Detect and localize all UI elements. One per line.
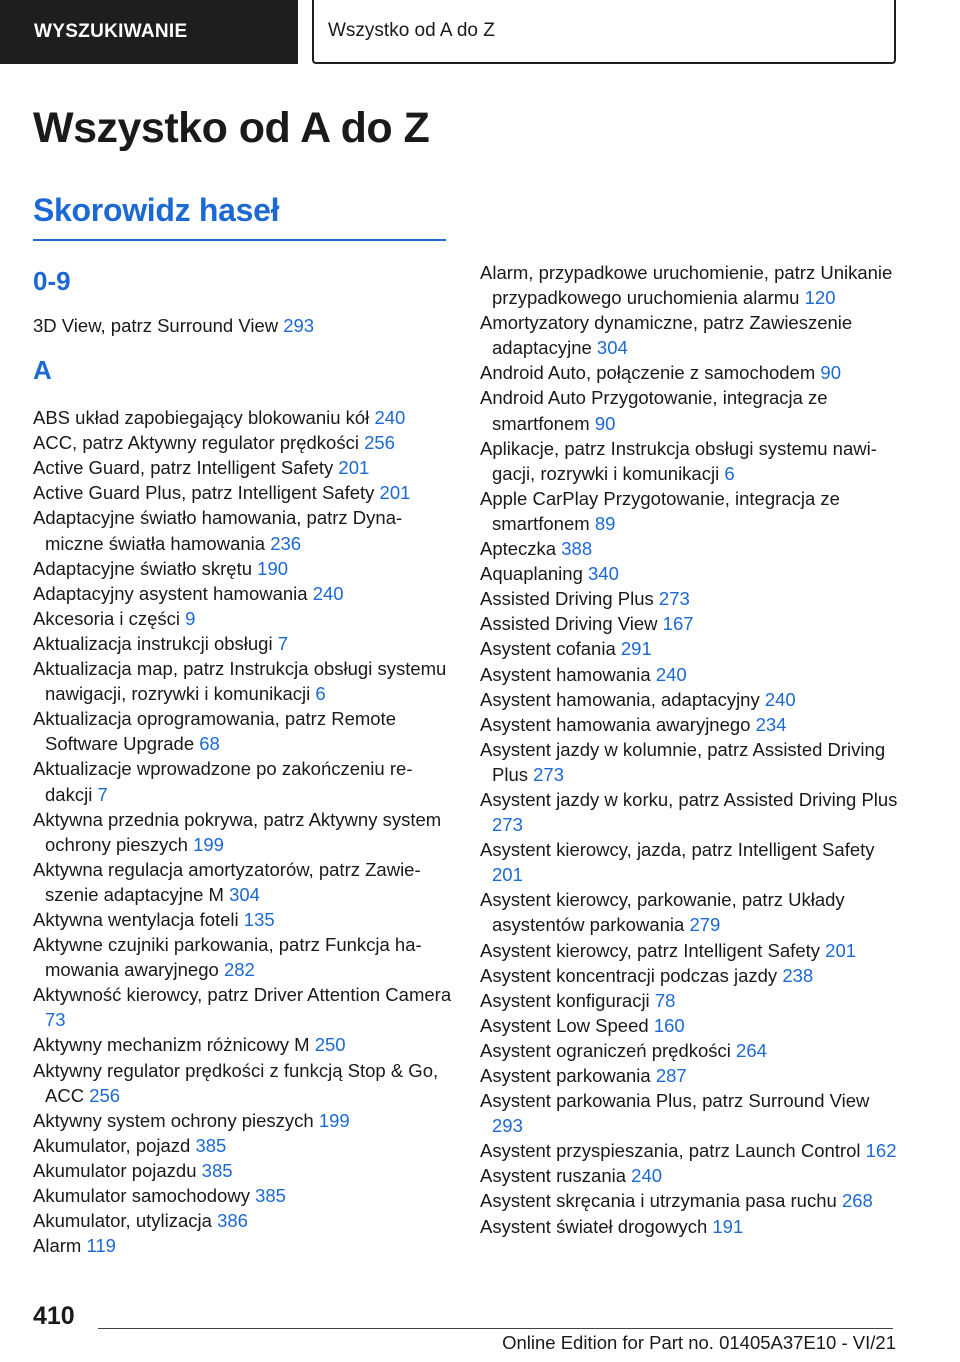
index-entry [480,260,900,310]
page-reference-link[interactable]: 386 [217,1210,248,1232]
index-entry [33,807,453,857]
index-entry-text: Asystent parkowania [480,1065,651,1086]
page-title: Wszystko od A do Z [33,104,430,152]
page-reference-link[interactable]: 7 [277,632,289,654]
index-entry [480,611,900,636]
index-entry [33,756,453,806]
index-entry [33,1158,453,1183]
index-entry [33,907,453,932]
index-entry [33,1233,453,1258]
index-entry-text: Aktywny system ochrony pieszych [33,1109,314,1131]
index-entry-text: 3D View, patrz Surround View [33,315,279,336]
index-entry [480,1214,900,1239]
index-entry-text: Asystent kierowcy, parkowanie, patrz Układy asystentów parkowania [480,889,845,936]
index-entry [33,982,453,1032]
index-entry-text: Aquaplaning [480,563,583,585]
index-entry-text: Aktywne czujniki parkowania, patrz Funkcja hamowania awaryjnego [33,934,422,981]
page-reference-link[interactable]: 268 [841,1190,873,1212]
index-entry-text: ABS układ zapobiegający blokowaniu kół [33,407,370,429]
index-entry [480,1163,900,1188]
index-entry-text: Asystent koncentracji podczas jazdy [480,964,778,986]
index-entry-text: Asystent hamowania, adaptacyjny [480,688,760,710]
index-entry-text: Akumulator samochodowy [33,1185,250,1206]
page-reference-link[interactable]: 264 [736,1039,767,1061]
index-entry [480,988,900,1013]
section-divider [33,239,446,241]
index-entry-text: Asystent przyspieszania, patrz Launch Control [480,1140,861,1162]
page-reference-link[interactable]: 201 [338,457,370,479]
index-entry-text: Android Auto, połączenie z samochodem [480,362,816,384]
page-reference-link[interactable]: 385 [255,1185,286,1206]
index-entry [480,887,900,937]
page-number: 410 [33,1302,75,1330]
page-reference-link[interactable]: 162 [865,1140,897,1162]
index-entry [480,662,900,687]
index-entry [480,963,900,988]
index-entry [480,636,900,661]
page-reference-link[interactable]: 135 [243,908,275,930]
index-entry [33,857,453,907]
index-entry-text: Aktywny regulator prędkości z funkcją Stop & Go, ACC [33,1059,439,1106]
index-entry-text: Amortyzatory dynamiczne, patrz Zawieszenie adaptacyjne [480,312,853,359]
page-reference-link[interactable]: 9 [185,607,196,629]
page-reference-link[interactable]: 273 [533,763,565,785]
index-entry-text: Asystent jazdy w kolumnie, patrz Assisted Driving Plus [480,738,886,785]
page-reference-link[interactable]: 240 [655,663,687,685]
index-entry-text: Asystent kierowcy, jazda, patrz Intelligent Safety [480,839,875,861]
index-entry [480,687,900,712]
index-entry-text: Adaptacyjny asystent hamowania [33,582,308,604]
index-entry-text: Akumulator, utylizacja [33,1210,212,1232]
index-entry-text: Active Guard, patrz Intelligent Safety [33,457,334,479]
index-entry [33,1208,453,1233]
page-reference-link[interactable]: 240 [764,688,796,710]
page-reference-link[interactable]: 160 [653,1014,685,1036]
page-reference-link[interactable]: 6 [724,462,735,484]
index-entry-text: Asystent jazdy w korku, patrz Assisted Driving Plus [480,788,898,810]
page-reference-link[interactable]: 304 [229,883,260,905]
index-group-heading: A [33,355,52,386]
page-reference-link[interactable]: 293 [492,1115,523,1137]
page-reference-link[interactable]: 191 [712,1215,744,1237]
index-column-right [480,260,900,1239]
index-entry [33,556,453,581]
index-entry-text: Asystent Low Speed [480,1014,649,1036]
page-reference-link[interactable]: 240 [312,582,344,604]
page-reference-link[interactable]: 385 [195,1134,227,1156]
page-reference-link[interactable]: 250 [314,1034,346,1056]
index-entry [33,1058,453,1108]
index-entry [480,737,900,787]
page-reference-link[interactable]: 199 [193,833,224,855]
page-reference-link[interactable]: 73 [45,1009,66,1031]
page-reference-link[interactable]: 190 [257,557,289,579]
index-entry-text: Alarm, przypadkowe uruchomienie, patrz Unikanie przypadkowego uruchomienia alarmu [480,262,893,309]
page-reference-link[interactable]: 236 [270,532,302,554]
index-entry [480,486,900,536]
page-reference-link[interactable]: 388 [561,538,593,560]
index-entry-text: Asystent konfiguracji [480,989,650,1011]
page-reference-link[interactable]: 282 [223,959,255,981]
index-entry-text: Adaptacyjne światło skrętu [33,557,253,579]
index-entry [480,1088,900,1138]
index-entry [33,581,453,606]
index-entry [480,1063,900,1088]
page-reference-link[interactable]: 238 [782,964,814,986]
page-reference-link[interactable]: 279 [689,914,721,936]
index-entry-text: Aktywna wentylacja foteli [33,908,239,930]
index-entry [480,712,900,737]
page-reference-link[interactable]: 201 [825,939,857,961]
index-entry [33,1133,453,1158]
index-entry [480,360,900,385]
index-entry [33,505,453,555]
page-reference-link[interactable]: 68 [199,733,220,755]
tab-search[interactable]: WYSZUKIWANIE [0,0,298,64]
index-entry-text: Aktywność kierowcy, patrz Driver Attention Camera [33,984,452,1006]
page-reference-link[interactable]: 256 [364,432,395,454]
tab-a-to-z[interactable]: Wszystko od A do Z [312,0,896,64]
page-reference-link[interactable]: 201 [379,482,411,504]
page-reference-link[interactable]: 340 [588,563,619,585]
index-entry-text: Apteczka [480,538,557,560]
index-entry-text: Assisted Driving View [480,613,658,635]
index-entry-text: Asystent kierowcy, patrz Intelligent Safety [480,939,821,961]
page-reference-link[interactable]: 385 [201,1159,233,1181]
index-entry [33,1108,453,1133]
index-entry-text: Asystent ruszania [480,1165,627,1187]
index-entry-text: Asystent hamowania awaryjnego [480,713,751,735]
page-reference-link[interactable]: 7 [97,783,108,805]
page-reference-link[interactable]: 273 [658,588,690,610]
page-reference-link[interactable]: 89 [594,512,616,534]
index-entry [33,656,453,706]
page-reference-link[interactable]: 240 [374,407,406,429]
index-entry [33,455,453,480]
page-reference-link[interactable]: 6 [315,683,326,705]
page-reference-link[interactable]: 287 [655,1065,687,1086]
index-entry [33,606,453,631]
page-reference-link[interactable]: 201 [492,864,523,886]
section-title: Skorowidz haseł [33,192,280,228]
page-reference-link[interactable]: 120 [804,287,836,309]
index-entry [33,313,453,338]
index-entry [33,480,453,505]
page-reference-link[interactable]: 291 [620,638,652,660]
page-reference-link[interactable]: 167 [662,613,694,635]
index-entry-text: Akumulator pojazdu [33,1159,197,1181]
index-entry-text: Adaptacyjne światło hamowania, patrz Dynamiczne światła hamowania [33,507,403,554]
index-entry [480,938,900,963]
page-reference-link[interactable]: 199 [318,1109,350,1131]
index-entry [480,436,900,486]
index-entry [480,536,900,561]
index-entry-text: Assisted Driving Plus [480,588,654,610]
index-entry-text: Aktualizacje wprowadzone po zakończeniu redakcji [33,758,413,805]
page-reference-link[interactable]: 240 [631,1165,663,1187]
page-reference-link[interactable]: 90 [820,362,841,384]
page-reference-link[interactable]: 256 [89,1084,121,1106]
page-reference-link[interactable]: 78 [654,989,676,1011]
index-entry-text: Asystent skręcania i utrzymania pasa ruchu [480,1190,837,1212]
index-entry [480,1138,900,1163]
index-entry [480,561,900,586]
index-entry-text: Akumulator, pojazd [33,1134,191,1156]
index-entry-text: Asystent ograniczeń prędkości [480,1039,731,1061]
header-tabbar [0,0,960,66]
footer-edition: Online Edition for Part no. 01405A37E10 - VI/21 [502,1332,896,1353]
index-entry [480,385,900,435]
index-entry [480,787,900,837]
index-entry [33,1183,453,1208]
index-entry [480,837,900,887]
index-entry-text: Asystent parkowania Plus, patrz Surround View [480,1090,870,1112]
index-entry-text: Aktualizacja map, patrz Instrukcja obsługi systemu nawigacji, rozrywki i komunikacji [33,658,447,705]
page-reference-link[interactable]: 90 [594,412,616,434]
index-column-left [33,255,453,1258]
index-entry-text: Active Guard Plus, patrz Intelligent Safety [33,482,375,504]
index-entry-text: Asystent cofania [480,638,616,660]
footer-divider [98,1328,893,1329]
index-entry [480,310,900,360]
index-entry-text: Asystent hamowania [480,663,651,685]
page-reference-link[interactable]: 304 [596,337,628,359]
index-entry-text: Aktywna przednia pokrywa, patrz Aktywny system ochrony pieszych [33,808,442,855]
index-entry-text: Aktualizacja oprogramowania, patrz Remote Software Upgrade [33,708,396,755]
page-reference-link[interactable]: 293 [283,315,315,336]
page-reference-link[interactable]: 234 [755,713,787,735]
index-entry [33,706,453,756]
index-entry [33,631,453,656]
index-entry [480,1188,900,1213]
index-entry-text: Aplikacje, patrz Instrukcja obsługi systemu nawigacji, rozrywki i komunikacji [480,437,877,484]
index-entry [480,1038,900,1063]
index-entry [33,932,453,982]
index-entry-text: Apple CarPlay Przygotowanie, integracja ze smartfonem [480,487,840,534]
index-entry-text: ACC, patrz Aktywny regulator prędkości [33,432,359,454]
index-entry-text: Android Auto Przygotowanie, integracja ze smartfonem [480,387,828,434]
index-entry-text: Aktywna regulacja amortyzatorów, patrz Zawieszenie adaptacyjne M [33,858,421,905]
index-group-heading: 0-9 [33,266,71,296]
index-entry-text: Asystent świateł drogowych [480,1215,708,1237]
page-reference-link[interactable]: 273 [492,814,523,836]
index-entry [33,405,453,430]
page-reference-link[interactable]: 119 [86,1235,116,1257]
index-entry [33,1032,453,1057]
index-entry [480,586,900,611]
index-entry-text: Alarm [33,1235,82,1257]
index-entry-text: Aktywny mechanizm różnicowy M [33,1034,310,1056]
index-entry [33,430,453,455]
index-entry [480,1013,900,1038]
index-entry-text: Akcesoria i części [33,607,181,629]
index-entry-text: Aktualizacja instrukcji obsługi [33,632,273,654]
